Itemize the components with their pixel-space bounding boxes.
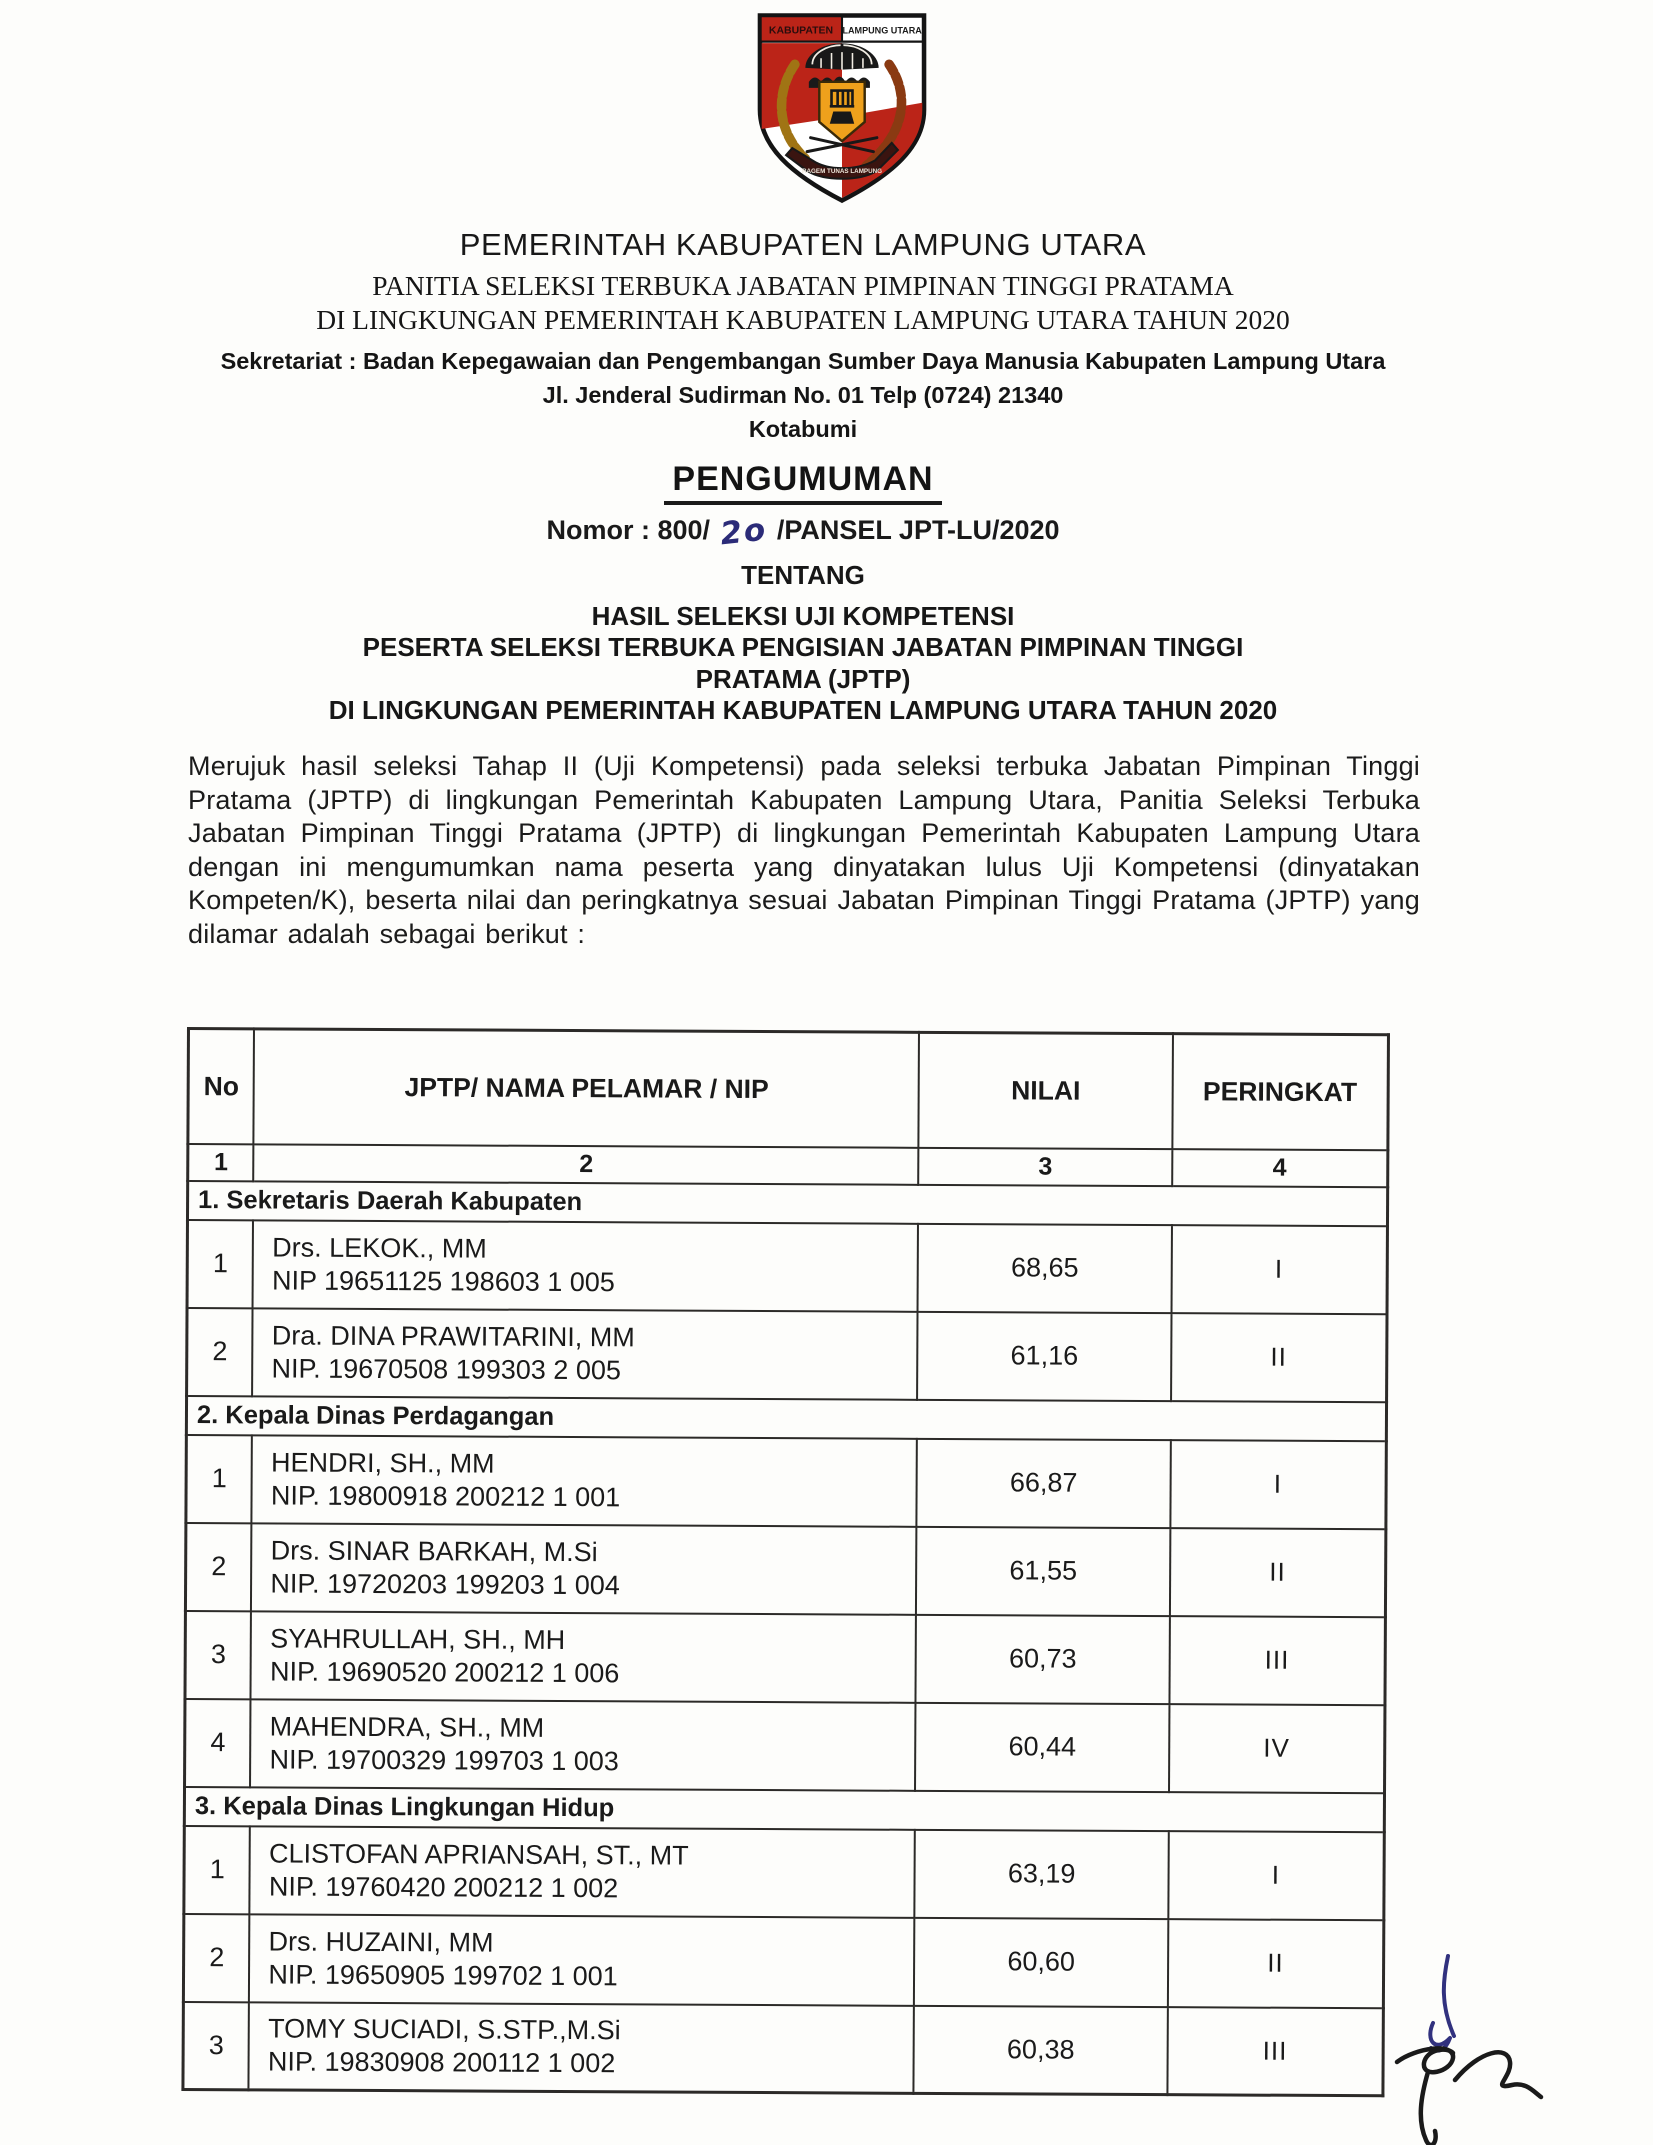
- applicant-nip: NIP. 19830908 200112 1 002: [267, 2046, 616, 2079]
- row-applicant: [251, 1523, 917, 1614]
- secretariat-line: Sekretariat : Badan Kepegawaian dan Pengembangan Sumber Daya Manusia Kabupaten Lampung Utara: [220, 348, 1386, 374]
- black-ink-initial: [1397, 2048, 1541, 2145]
- applicant-nip: NIP. 19690520 200212 1 006: [269, 1655, 620, 1688]
- row-applicant: [249, 2002, 915, 2093]
- applicant-name: TOMY SUCIADI, S.STP.,M.Si: [268, 2013, 621, 2046]
- table-row: [185, 1523, 1385, 1617]
- announcement-title-block: [187, 460, 1419, 553]
- section-header: [184, 1786, 1384, 1831]
- number-prefix: Nomor : 800/: [546, 515, 711, 545]
- committee-line-2: DI LINGKUNGAN PEMERINTAH KABUPATEN LAMPUNG UTARA TAHUN 2020: [316, 304, 1290, 335]
- applicant-name: HENDRI, SH., MM: [271, 1446, 495, 1479]
- table-row: [187, 1220, 1387, 1314]
- handwritten-initials: [1340, 1900, 1653, 2145]
- row-score: 60,73: [916, 1614, 1170, 1703]
- column-numbering-row: [188, 1144, 1388, 1187]
- row-no: 2: [185, 1523, 251, 1611]
- row-rank: I: [1168, 1831, 1384, 1920]
- regency-coat-of-arms: [752, 12, 932, 204]
- row-rank: II: [1170, 1528, 1386, 1617]
- subject-line-3: PRATAMA (JPTP): [695, 663, 911, 694]
- applicant-name: MAHENDRA, SH., MM: [269, 1710, 545, 1743]
- table-row: [187, 1308, 1387, 1402]
- row-no: 1: [187, 1220, 253, 1308]
- row-score: 60,38: [914, 2005, 1168, 2094]
- about-label: TENTANG: [741, 560, 865, 590]
- subject-block: [187, 560, 1419, 727]
- applicant-name: Drs. HUZAINI, MM: [268, 1925, 494, 1958]
- announcement-title: PENGUMUMAN: [664, 460, 941, 505]
- row-applicant: [249, 1914, 915, 2005]
- row-no: 3: [183, 2001, 249, 2089]
- row-score: 66,87: [917, 1438, 1171, 1527]
- row-rank: I: [1170, 1440, 1386, 1529]
- table-row: [183, 1913, 1383, 2007]
- header-no: No: [188, 1029, 254, 1144]
- row-score: 61,16: [918, 1311, 1172, 1400]
- numbering-4: 4: [1172, 1149, 1388, 1187]
- numbering-1: 1: [188, 1144, 254, 1181]
- table-row: [185, 1698, 1385, 1792]
- coat-of-arms-graphic: [752, 12, 932, 204]
- row-score: 60,60: [914, 1917, 1168, 2006]
- row-applicant: [251, 1611, 917, 1702]
- letterhead: [187, 226, 1419, 444]
- section-header: [186, 1396, 1386, 1441]
- subject-line-1: HASIL SELEKSI UJI KOMPETENSI: [591, 600, 1015, 631]
- table-header-row: [188, 1029, 1389, 1150]
- applicant-nip: NIP. 19650905 199702 1 001: [268, 1958, 618, 1991]
- row-no: 2: [187, 1308, 253, 1396]
- applicant-nip: NIP. 19700329 199703 1 003: [269, 1743, 619, 1776]
- row-applicant: [252, 1308, 918, 1399]
- committee-line-1: PANITIA SELEKSI TERBUKA JABATAN PIMPINAN TINGGI PRATAMA: [372, 270, 1234, 301]
- numbering-2: 2: [254, 1144, 919, 1184]
- row-rank: II: [1168, 1919, 1384, 2008]
- applicant-nip: NIP 19651125 198603 1 005: [271, 1264, 615, 1297]
- row-rank: IV: [1169, 1704, 1385, 1793]
- logo-banner-label: RAGEM TUNAS LAMPUNG: [801, 167, 883, 175]
- logo-top-left-label: KABUPATEN: [768, 25, 834, 37]
- applicant-name: SYAHRULLAH, SH., MH: [270, 1622, 566, 1655]
- header-nilai: NILAI: [919, 1032, 1173, 1148]
- blue-ink-initial: [1430, 1956, 1454, 2051]
- row-rank: II: [1171, 1313, 1387, 1402]
- row-rank: III: [1169, 1616, 1385, 1705]
- row-score: 61,55: [916, 1526, 1170, 1615]
- row-applicant: [252, 1435, 918, 1526]
- applicant-nip: NIP. 19670508 199303 2 005: [271, 1352, 621, 1385]
- table-row: [183, 2001, 1383, 2095]
- body-paragraph: Merujuk hasil seleksi Tahap II (Uji Kompetensi) pada seleksi terbuka Jabatan Pimpinan Tinggi Pratama (JPTP) di lingkungan Pemerintah Kabupaten Lampung Utara, Panitia Seleksi Terbuka Jabatan Pimpinan Tinggi Pratama (JPTP) di lingkungan Pemerintah Kabupaten Lampung Utara dengan ini mengumumkan nama peserta yang dinyatakan lulus Uji Kompetensi (dinyatakan Kompeten/K), beserta nilai dan peringkatnya sesuai Jabatan Pimpinan Tinggi Pratama (JPTP) yang dilamar adalah sebagai berikut :: [188, 751, 1420, 949]
- applicant-nip: NIP. 19720203 199203 1 004: [270, 1567, 620, 1600]
- row-rank: III: [1167, 2007, 1383, 2096]
- announcement-number: [187, 511, 1419, 553]
- applicant-name: Drs. LEKOK., MM: [272, 1231, 487, 1264]
- row-rank: I: [1171, 1225, 1387, 1314]
- row-score: 60,44: [915, 1702, 1169, 1791]
- row-no: 1: [186, 1435, 252, 1523]
- section-title: 1. Sekretaris Daerah Kabupaten: [187, 1181, 1387, 1226]
- row-score: 68,65: [918, 1223, 1172, 1312]
- section-title: 2. Kepala Dinas Perdagangan: [186, 1396, 1386, 1441]
- row-applicant: [250, 1699, 916, 1790]
- subject-line-2: PESERTA SELEKSI TERBUKA PENGISIAN JABATAN PIMPINAN TINGGI: [362, 632, 1244, 662]
- address-line: Jl. Jenderal Sudirman No. 01 Telp (0724) 21340: [542, 382, 1064, 408]
- number-suffix: /PANSEL JPT-LU/2020: [776, 515, 1060, 545]
- applicant-name: Dra. DINA PRAWITARINI, MM: [271, 1319, 635, 1352]
- header-name: JPTP/ NAMA PELAMAR / NIP: [254, 1029, 920, 1147]
- applicant-nip: NIP. 19760420 200212 1 002: [268, 1870, 619, 1903]
- numbering-3: 3: [919, 1147, 1172, 1185]
- table-row: [184, 1825, 1384, 1919]
- row-no: 3: [185, 1610, 251, 1698]
- row-applicant: [250, 1826, 916, 1917]
- results-table: [181, 1027, 1390, 2097]
- handwritten-number: 2o: [718, 511, 769, 553]
- row-no: 4: [185, 1698, 251, 1786]
- row-no: 1: [184, 1825, 250, 1913]
- header-peringkat: PERINGKAT: [1172, 1034, 1388, 1150]
- logo-top-right-label: LAMPUNG UTARA: [842, 25, 922, 36]
- subject-line-4: DI LINGKUNGAN PEMERINTAH KABUPATEN LAMPUNG UTARA TAHUN 2020: [328, 695, 1278, 725]
- row-applicant: [253, 1220, 919, 1311]
- government-name: PEMERINTAH KABUPATEN LAMPUNG UTARA: [459, 227, 1147, 262]
- section-header: [187, 1181, 1387, 1226]
- table-row: [186, 1435, 1386, 1529]
- row-no: 2: [183, 1913, 249, 2001]
- table-row: [185, 1610, 1385, 1704]
- section-title: 3. Kepala Dinas Lingkungan Hidup: [184, 1786, 1384, 1831]
- applicant-nip: NIP. 19800918 200212 1 001: [270, 1479, 621, 1512]
- applicant-name: CLISTOFAN APRIANSAH, ST., MT: [268, 1837, 689, 1871]
- applicant-name: Drs. SINAR BARKAH, M.Si: [270, 1534, 598, 1567]
- row-score: 63,19: [915, 1829, 1169, 1918]
- city-line: Kotabumi: [748, 416, 858, 442]
